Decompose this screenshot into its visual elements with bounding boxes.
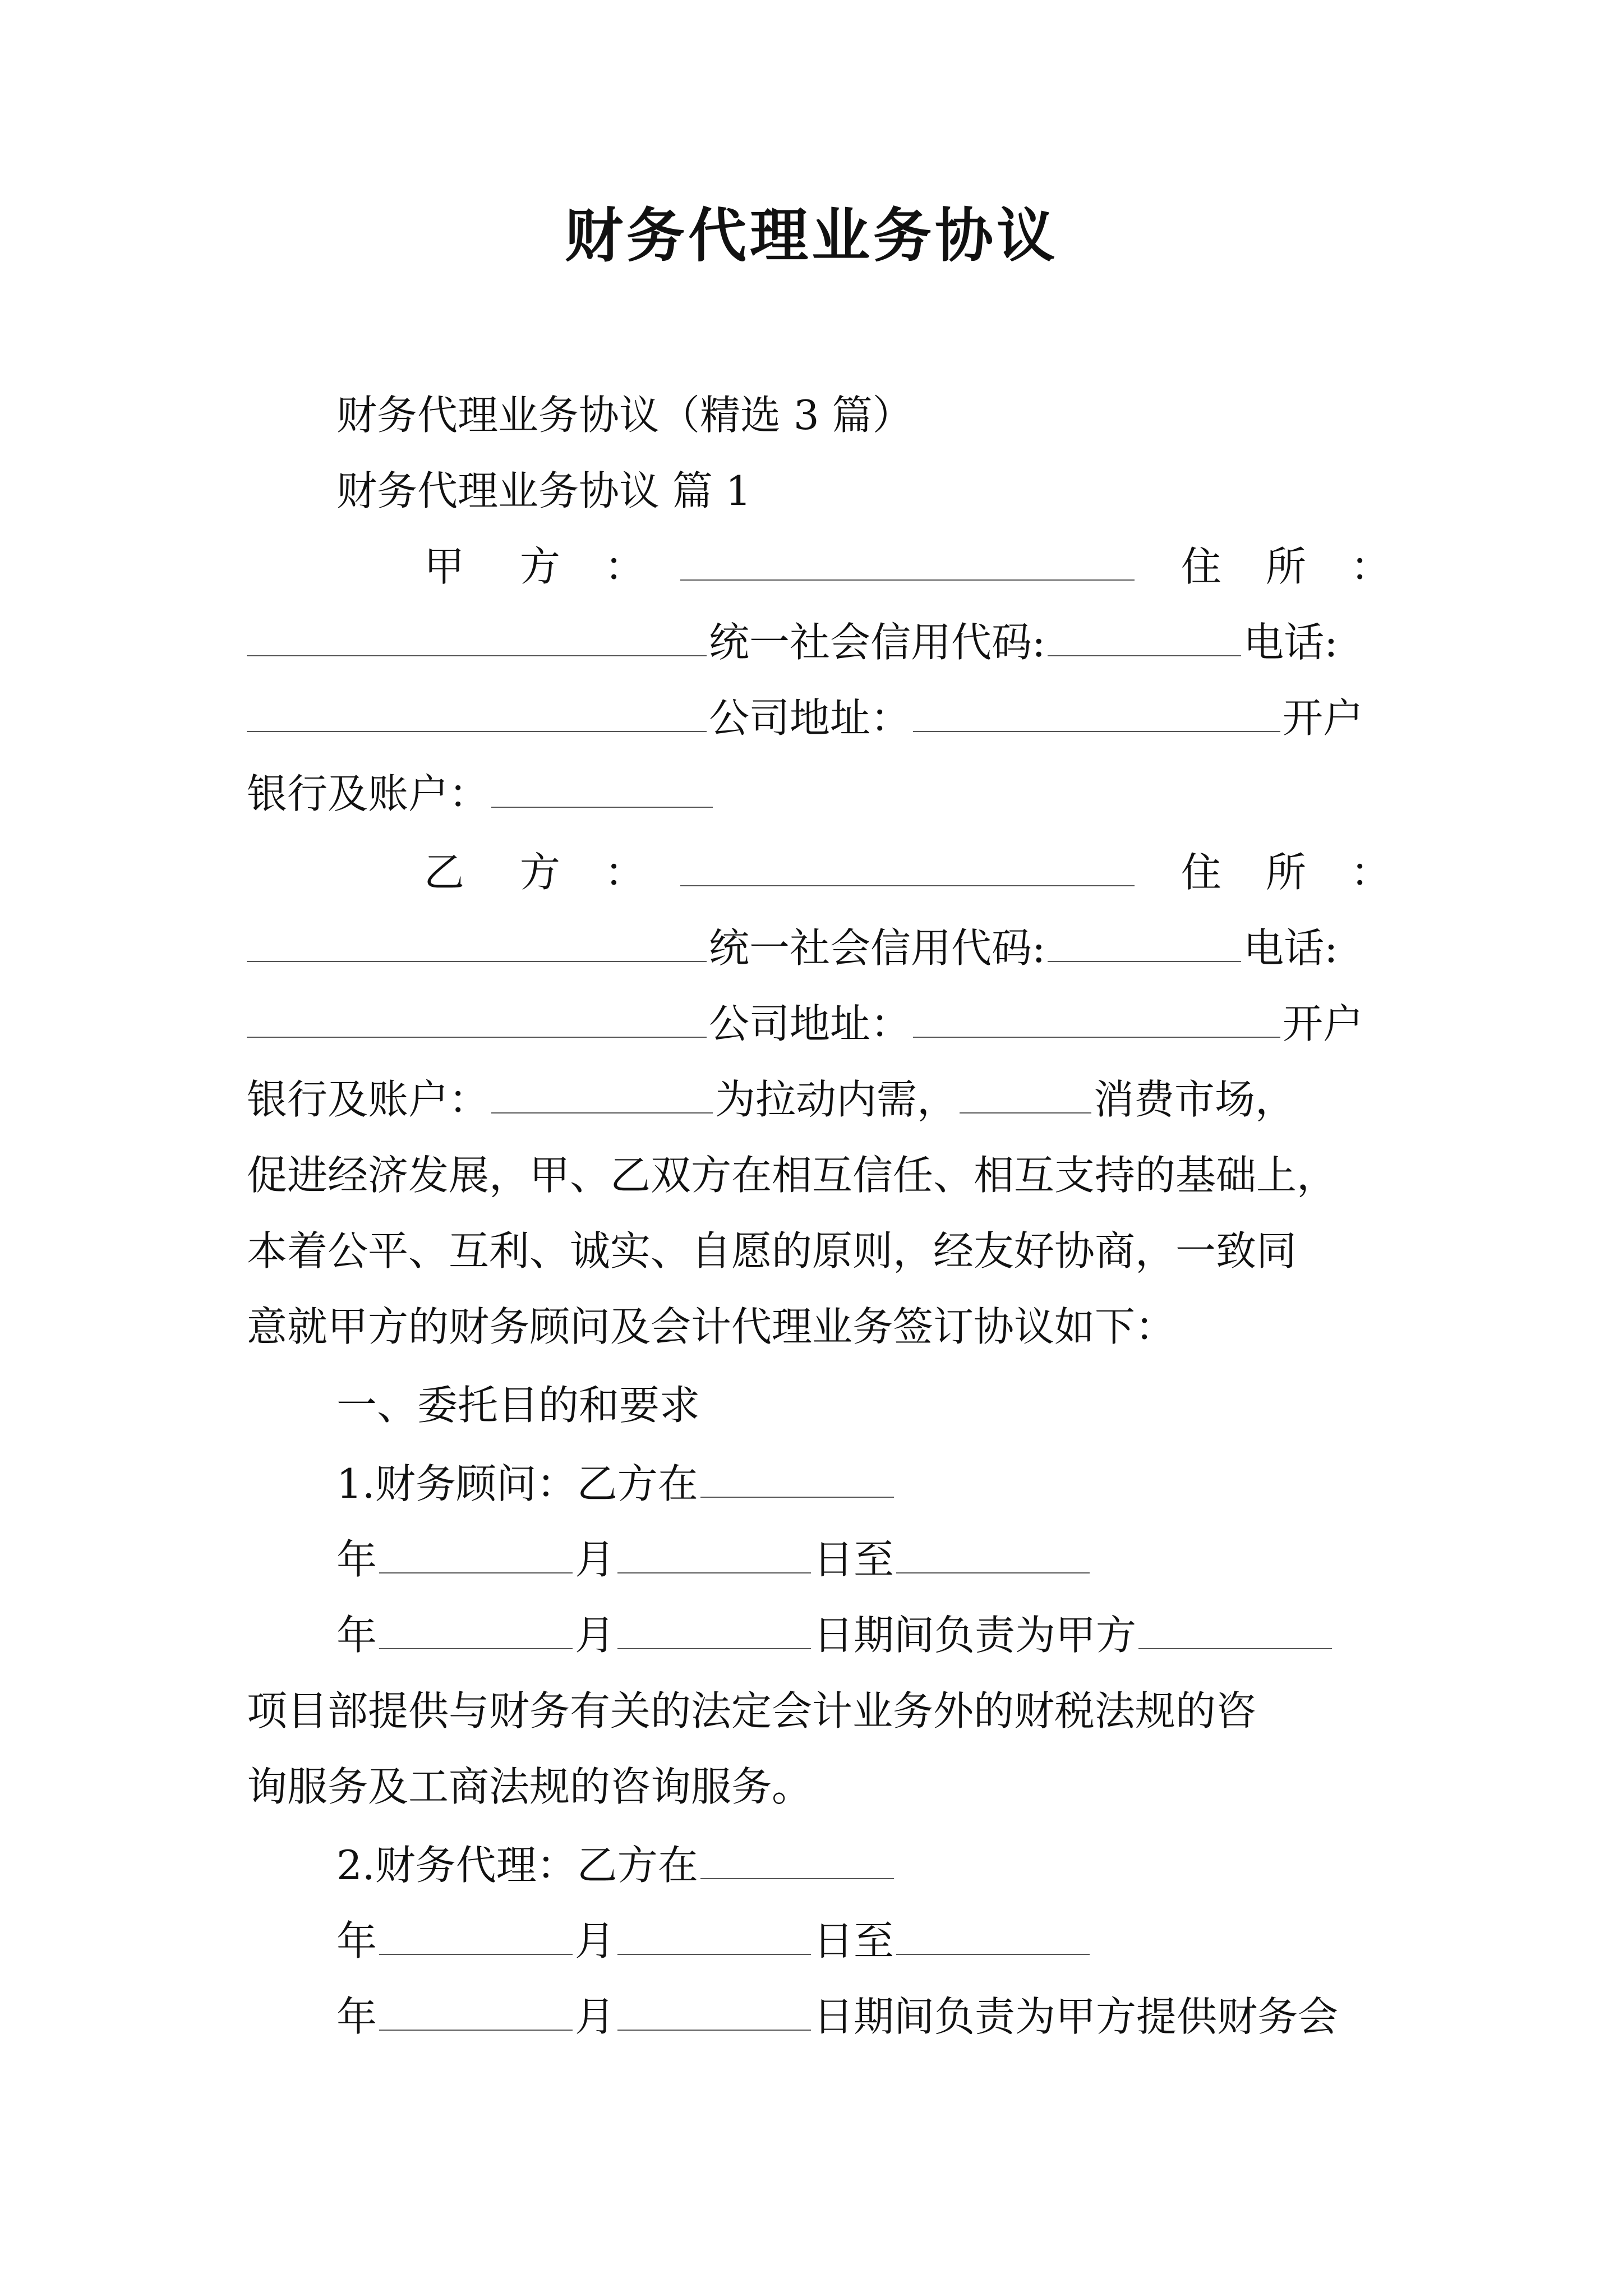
item-1-lead: 1.财务顾问：乙方在	[336, 1460, 698, 1507]
item-1-day-to: 日至	[813, 1536, 895, 1583]
item-1-line-5	[247, 1756, 1391, 1818]
party-a-address-label: 公司地址：	[709, 694, 911, 742]
item-1-blank-1[interactable]	[700, 1456, 894, 1498]
intro-line-4-text: 意就甲方的财务顾问及会计代理业务签订协议如下：	[247, 1303, 1176, 1350]
party-a-residence-suo: 所	[1265, 543, 1306, 590]
party-a-residence-blank[interactable]	[247, 615, 707, 656]
party-a-phone-label: 电话:	[1243, 619, 1338, 666]
item-1-month-blank-1[interactable]	[617, 1532, 811, 1573]
party-a-label-fang: 方	[519, 543, 560, 590]
intro-blank[interactable]	[960, 1072, 1091, 1114]
item-2-year-blank-2[interactable]	[379, 1989, 573, 2031]
item-2-month-2: 月	[575, 1993, 616, 2040]
party-a-line-1	[247, 536, 1391, 597]
item-2-blank-1[interactable]	[700, 1838, 894, 1879]
item-2-line-3	[247, 1986, 1391, 2047]
party-b-label-fang: 方	[519, 849, 560, 896]
item-1-line-4	[247, 1680, 1391, 1742]
party-a-credit-code-blank[interactable]	[1048, 615, 1241, 656]
party-a-name-blank[interactable]	[680, 539, 1135, 581]
party-b-phone-label: 电话:	[1243, 924, 1338, 972]
party-b-phone-blank[interactable]	[247, 996, 707, 1038]
party-b-address-blank[interactable]	[913, 996, 1280, 1038]
party-b-name-blank[interactable]	[680, 845, 1135, 886]
item-2-day-to: 日至	[813, 1917, 895, 1964]
item-1-cont-2: 询服务及工商法规的咨询服务。	[247, 1763, 813, 1810]
item-2-year-blank-1[interactable]	[379, 1913, 573, 1955]
item-2-line-1	[247, 1834, 1391, 1896]
subtitle-text: 财务代理业务协议（精选 3 篇）	[336, 392, 913, 439]
party-a-credit-code-label: 统一社会信用代码:	[709, 619, 1046, 666]
intro-line-2	[247, 1144, 1391, 1206]
item-1-day-blank[interactable]	[896, 1532, 1090, 1573]
section-heading-text: 财务代理业务协议 篇 1	[336, 467, 751, 514]
item-2-year-2: 年	[336, 1993, 377, 2040]
section-heading	[247, 460, 1391, 522]
intro-line-3-text: 本着公平、互利、诚实、自愿的原则，经友好协商，一致同	[247, 1227, 1297, 1274]
item-1-year-1: 年	[336, 1536, 377, 1583]
item-2-month-blank-2[interactable]	[617, 1989, 811, 2031]
intro-part-2: 消费市场，	[1094, 1076, 1296, 1123]
party-b-residence-colon: ：	[1350, 849, 1391, 896]
party-b-bank-blank[interactable]	[491, 1072, 713, 1114]
party-b-line-3	[247, 993, 1391, 1055]
party-b-address-label: 公司地址：	[709, 1000, 911, 1047]
item-2-year-1: 年	[336, 1917, 377, 1964]
party-a-colon: ：	[604, 543, 645, 590]
party-b-residence-blank[interactable]	[247, 921, 707, 962]
party-b-line-2	[247, 917, 1391, 979]
section-1-heading	[247, 1374, 1391, 1436]
item-1-year-blank-2[interactable]	[379, 1608, 573, 1649]
item-1-line-2	[247, 1529, 1391, 1590]
item-2-day-blank[interactable]	[896, 1913, 1090, 1955]
item-1-project-blank[interactable]	[1138, 1608, 1332, 1649]
item-1-period: 日期间负责为甲方	[813, 1612, 1137, 1659]
party-a-residence-zhu: 住	[1181, 543, 1221, 590]
item-2-line-2	[247, 1910, 1391, 1972]
party-a-line-3	[247, 687, 1391, 749]
party-b-credit-code-label: 统一社会信用代码:	[709, 924, 1046, 972]
party-a-line-2	[247, 611, 1391, 673]
item-1-month-1: 月	[575, 1536, 616, 1583]
intro-line-2-text: 促进经济发展，甲、乙双方在相互信任、相互支持的基础上，	[247, 1152, 1338, 1199]
intro-part-1: 为拉动内需，	[715, 1076, 958, 1123]
item-1-month-2: 月	[575, 1612, 616, 1659]
item-1-year-2: 年	[336, 1612, 377, 1659]
party-a-bank-label: 银行及账户：	[247, 770, 490, 817]
item-1-year-blank-1[interactable]	[379, 1532, 573, 1573]
party-a-residence-colon: ：	[1350, 543, 1391, 590]
party-a-bank-blank[interactable]	[491, 766, 713, 808]
party-b-residence-zhu: 住	[1181, 849, 1221, 896]
party-b-colon: ：	[604, 849, 645, 896]
party-a-address-blank[interactable]	[913, 691, 1280, 732]
document-subtitle	[247, 384, 1391, 446]
party-b-bank-label: 银行及账户：	[247, 1076, 490, 1123]
party-b-line-1	[247, 841, 1391, 903]
party-b-label-yi: 乙	[424, 849, 465, 896]
party-b-line-4	[247, 1069, 1391, 1130]
document-title: 财务代理业务协议	[564, 201, 1058, 270]
party-a-line-4	[247, 763, 1391, 825]
party-b-residence-suo: 所	[1265, 849, 1306, 896]
item-1-line-1	[247, 1453, 1391, 1515]
item-2-month-1: 月	[575, 1917, 616, 1964]
section-1-heading-text: 一、委托目的和要求	[336, 1382, 700, 1429]
item-1-line-3	[247, 1604, 1391, 1666]
item-1-month-blank-2[interactable]	[617, 1608, 811, 1649]
intro-line-4	[247, 1296, 1391, 1358]
item-1-cont-1: 项目部提供与财务有关的法定会计业务外的财税法规的咨	[247, 1687, 1257, 1734]
party-a-open-account: 开户	[1283, 694, 1364, 742]
item-2-period: 日期间负责为甲方提供财务会	[813, 1993, 1339, 2040]
party-b-open-account: 开户	[1283, 1000, 1364, 1047]
item-2-month-blank-1[interactable]	[617, 1913, 811, 1955]
item-2-lead: 2.财务代理：乙方在	[336, 1842, 698, 1889]
party-b-credit-code-blank[interactable]	[1048, 921, 1241, 962]
party-a-phone-blank[interactable]	[247, 691, 707, 732]
intro-line-3	[247, 1220, 1391, 1282]
party-a-label-jia: 甲	[424, 543, 465, 590]
